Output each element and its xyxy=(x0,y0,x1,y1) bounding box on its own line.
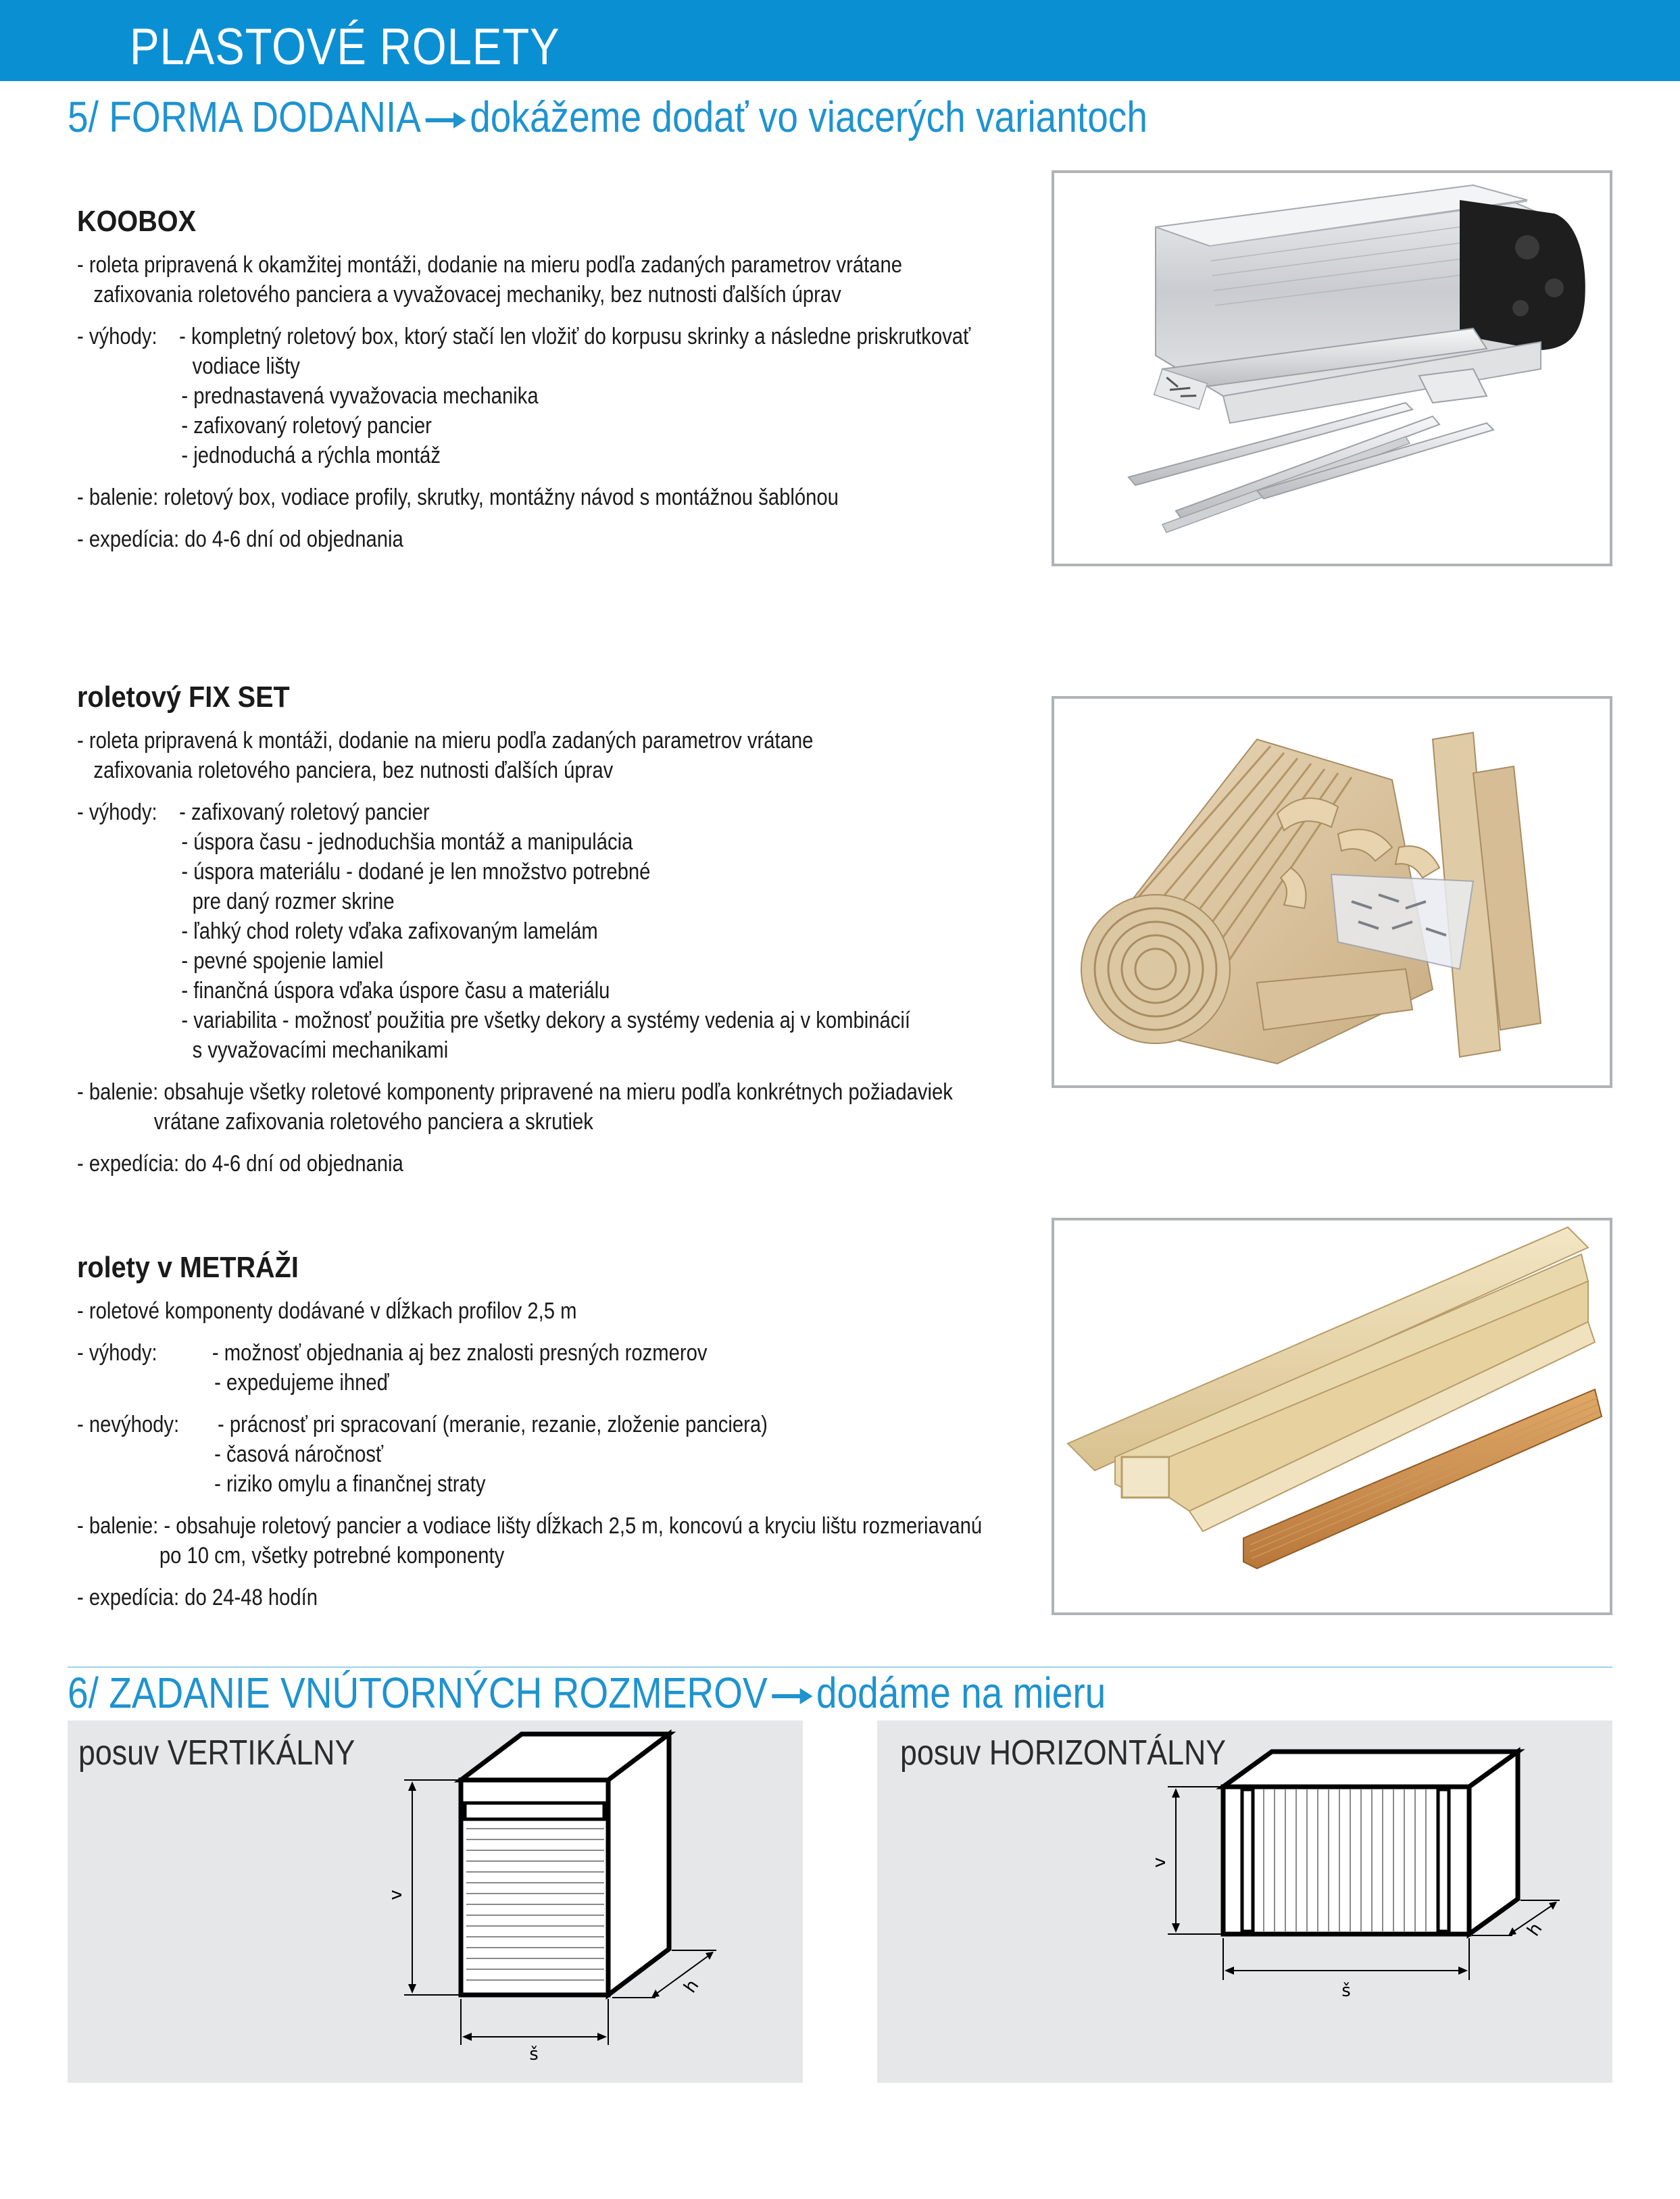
horizontal-panel-title: posuv HORIZONTÁLNY xyxy=(900,1733,1227,1773)
fixset-line: zafixovania roletového panciera, bez nutnosti ďalších úprav xyxy=(77,758,614,783)
fixset-line: s vyvažovacími mechanikami xyxy=(77,1037,449,1063)
metraz-line: - riziko omylu a finančnej straty xyxy=(77,1471,486,1497)
fixset-line: - úspora materiálu - dodané je len množstvo potrebné xyxy=(77,859,651,885)
metraz-title: rolety v METRÁŽI xyxy=(77,1251,299,1284)
horizontal-dim-h: h xyxy=(1523,1919,1547,1940)
metraz-line: - expedujeme ihneď xyxy=(77,1370,389,1395)
fixset-line: - roleta pripravená k montáži, dodanie na mieru podľa zadaných parametrov vrátane xyxy=(77,728,814,753)
metraz-line: po 10 cm, všetky potrebné komponenty xyxy=(77,1543,505,1568)
section-6-subtitle: dodáme na mieru xyxy=(816,1669,1106,1717)
page-title: PLASTOVÉ ROLETY xyxy=(130,18,560,76)
fixset-line: - balenie: obsahuje všetky roletové komponenty pripravené na mieru podľa konkrétnych požiadaviek xyxy=(77,1079,953,1105)
fixset-line: - expedícia: do 4-6 dní od objednania xyxy=(77,1151,403,1177)
arrow-right-icon xyxy=(424,110,466,130)
koobox-block xyxy=(77,203,1023,554)
fixset-line: - variabilita - možnosť použitia pre všetky dekory a systémy vedenia aj v kombinácií xyxy=(77,1008,911,1033)
koobox-product-image xyxy=(1052,170,1612,566)
vertical-panel-title: posuv VERTIKÁLNY xyxy=(78,1733,355,1773)
horizontal-dim-v: v xyxy=(1150,1857,1170,1868)
section-5-subtitle: dokážeme dodať vo viacerých variantoch xyxy=(470,93,1147,141)
fixset-line: vrátane zafixovania roletového panciera a skrutiek xyxy=(77,1109,593,1135)
koobox-line: - jednoduchá a rýchla montáž xyxy=(77,443,441,468)
section-6-heading xyxy=(68,1668,1106,1718)
metraz-line: - balenie: - obsahuje roletový pancier a vodiace lišty dĺžkach 2,5 m, koncovú a kryciu lištu rozmeriavanú xyxy=(77,1513,983,1539)
koobox-line: - expedícia: do 4-6 dní od objednania xyxy=(77,526,403,552)
fixset-line: - pevné spojenie lamiel xyxy=(77,948,384,974)
metraz-line: - časová náročnosť xyxy=(77,1441,383,1467)
section-5-heading xyxy=(68,92,1147,142)
koobox-title: KOOBOX xyxy=(77,205,197,238)
section-6-title: 6/ ZADANIE VNÚTORNÝCH ROZMEROV xyxy=(68,1669,768,1717)
vertical-dim-h: h xyxy=(680,1976,703,1997)
koobox-line: - zafixovaný roletový pancier xyxy=(77,413,432,439)
fixset-line: - výhody: - zafixovaný roletový pancier xyxy=(77,799,430,825)
vertical-dim-v: v xyxy=(386,1889,406,1900)
fixset-line: - ľahký chod rolety vďaka zafixovaným lamelám xyxy=(77,918,598,944)
fixset-line: - finančná úspora vďaka úspore času a materiálu xyxy=(77,978,610,1004)
metraz-block xyxy=(77,1249,1023,1612)
arrow-right-icon xyxy=(771,1686,813,1706)
metraz-line: - výhody: - možnosť objednania aj bez znalosti presných rozmerov xyxy=(77,1340,708,1366)
metraz-line: - expedícia: do 24-48 hodín xyxy=(77,1585,318,1610)
fixset-title: roletový FIX SET xyxy=(77,681,290,714)
koobox-line: - roleta pripravená k okamžitej montáži, dodanie na mieru podľa zadaných parametrov vrátane xyxy=(77,252,903,278)
vertical-cabinet-diagram xyxy=(68,1721,803,2083)
metraz-product-image xyxy=(1052,1218,1612,1615)
horizontal-panel xyxy=(877,1721,1612,2083)
fixset-block xyxy=(77,678,1023,1179)
vertical-dim-s: š xyxy=(529,2044,539,2065)
horizontal-dim-s: š xyxy=(1341,1981,1351,2001)
metraz-line: - nevýhody: - prácnosť pri spracovaní (meranie, rezanie, zloženie panciera) xyxy=(77,1412,768,1437)
koobox-line: - výhody: - kompletný roletový box, ktorý stačí len vložiť do korpusu skrinky a následne priskrutkovať xyxy=(77,324,971,349)
metraz-line: - roletové komponenty dodávané v dĺžkach profilov 2,5 m xyxy=(77,1298,577,1324)
fixset-line: pre daný rozmer skrine xyxy=(77,889,395,914)
koobox-line: zafixovania roletového panciera a vyvažovacej mechaniky, bez nutnosti ďalších úprav xyxy=(77,282,841,307)
horizontal-cabinet-diagram xyxy=(877,1721,1612,2083)
koobox-line: - prednastavená vyvažovacia mechanika xyxy=(77,383,539,409)
section-5-title: 5/ FORMA DODANIA xyxy=(68,93,421,141)
vertical-panel xyxy=(68,1721,803,2083)
koobox-line: vodiace lišty xyxy=(77,353,300,379)
koobox-line: - balenie: roletový box, vodiace profily, skrutky, montážny návod s montážnou šablónou xyxy=(77,485,839,510)
fixset-product-image xyxy=(1052,696,1612,1088)
fixset-line: - úspora času - jednoduchšia montáž a manipulácia xyxy=(77,829,633,855)
